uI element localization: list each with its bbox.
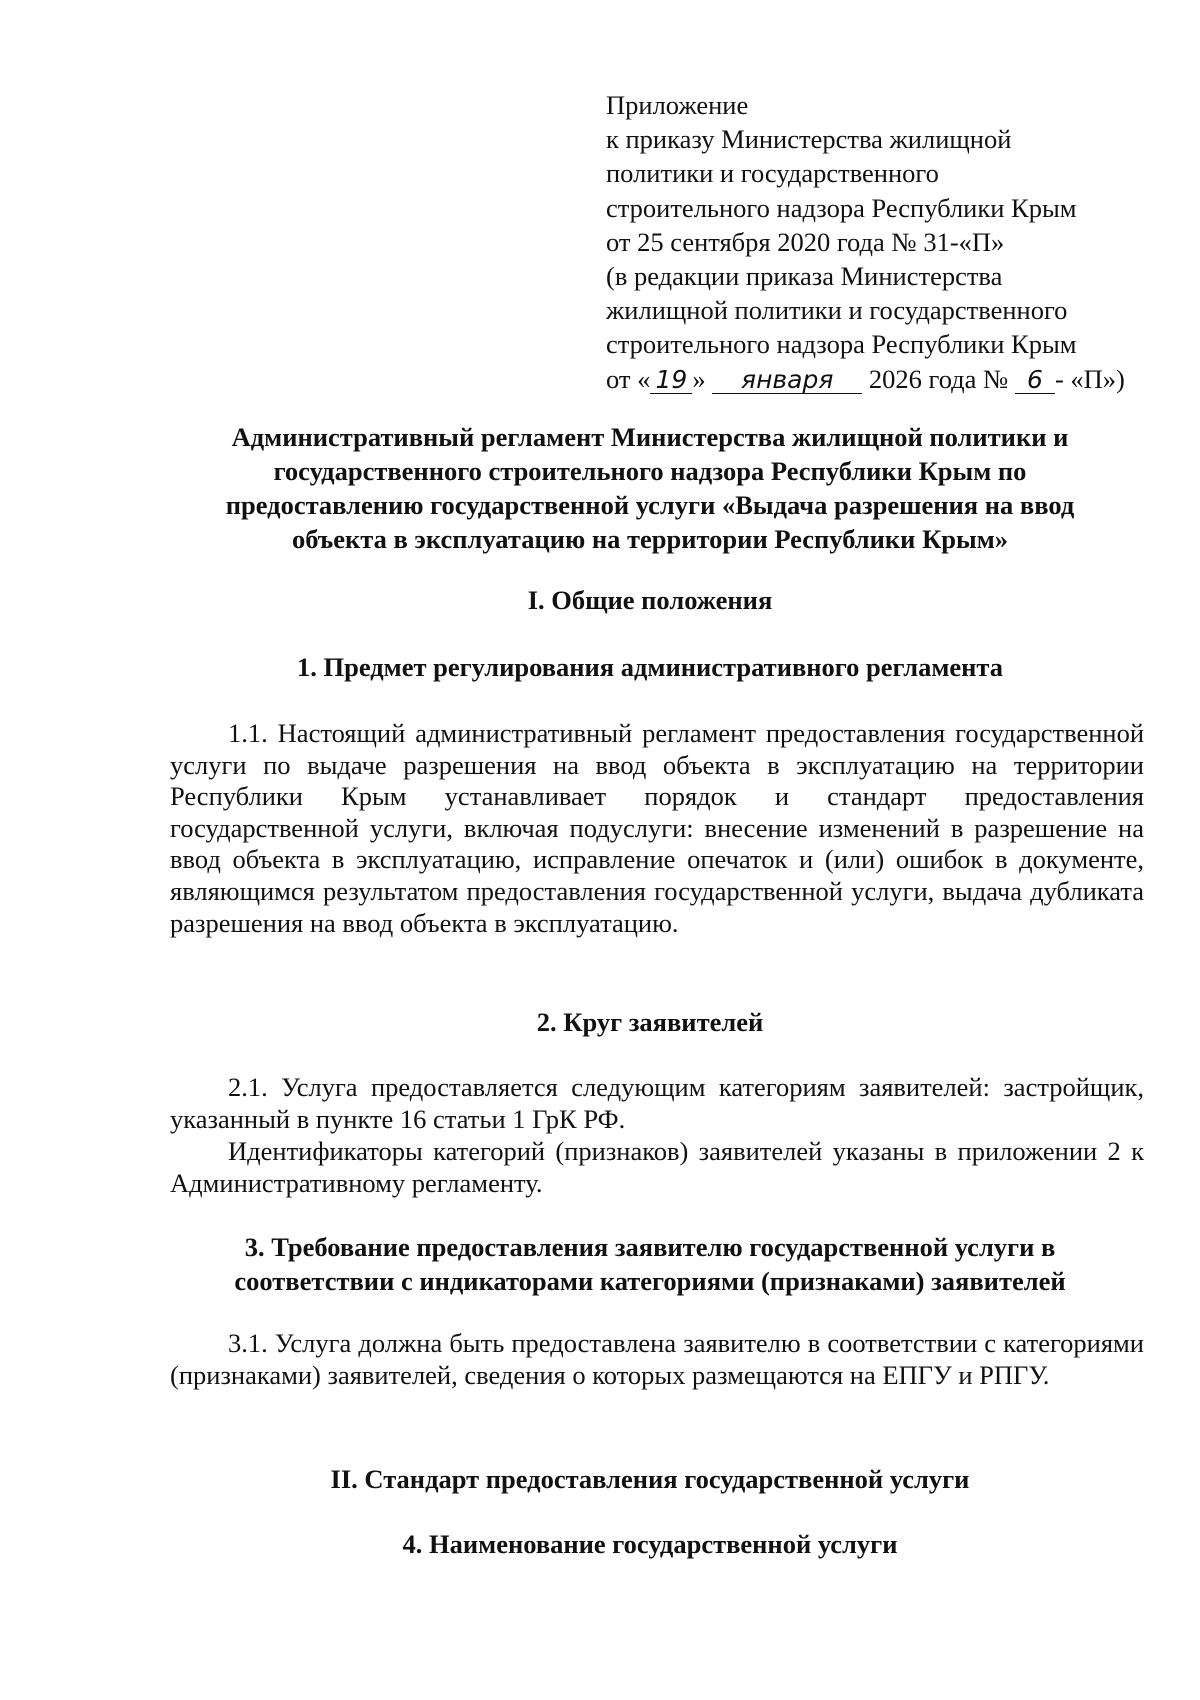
date-suffix: - «П»): [1054, 363, 1125, 394]
appendix-line: строительного надзора Республики Крым: [606, 192, 1077, 223]
handwritten-number: 6: [1015, 367, 1055, 394]
appendix-line: от 25 сентября 2020 года № 31-«П»: [606, 226, 1005, 257]
heading-requirement-line: 3. Требование предоставления заявителю государственной услуги в: [244, 1232, 1056, 1262]
handwritten-day: 19: [650, 367, 692, 394]
title-line: объекта в эксплуатацию на территории Республики Крым»: [291, 524, 1009, 554]
appendix-line: Приложение: [606, 90, 749, 120]
heading-subject-of-regulation: 1. Предмет регулирования административного регламента: [296, 652, 1004, 682]
title-line: Административный регламент Министерства жилищной политики и: [231, 422, 1069, 452]
title-line: предоставлению государственной услуги «Выдача разрешения на ввод: [225, 490, 1075, 520]
appendix-line: политики и государственного: [606, 158, 939, 189]
heading-requirement: [160, 1230, 1140, 1298]
appendix-line: строительного надзора Республики Крым: [606, 329, 1077, 360]
date-quote-close: »: [692, 363, 706, 394]
heading-service-name: 4. Наименование государственной услуги: [402, 1529, 898, 1559]
handwritten-month: января: [712, 367, 862, 394]
appendix-line: жилищной политики и государственного: [606, 295, 1068, 326]
date-year-text: 2026 года №: [868, 363, 1009, 394]
paragraph-identifiers: Идентификаторы категорий (признаков) заявителей указаны в приложении 2 к Административному регламенту.: [170, 1136, 1144, 1198]
heading-general-provisions: I. Общие положения: [527, 585, 773, 615]
appendix-block: [606, 88, 1146, 396]
title-line: государственного строительного надзора Республики Крым по: [273, 456, 1027, 486]
appendix-date-line: [606, 362, 1146, 396]
appendix-line: (в редакции приказа Министерства: [606, 261, 1003, 292]
appendix-line: к приказу Министерства жилищной: [606, 124, 1012, 155]
heading-requirement-line: соответствии с индикаторами категориями (признаками) заявителей: [234, 1266, 1066, 1296]
heading-circle-of-applicants: 2. Круг заявителей: [536, 1007, 764, 1037]
paragraph-3-1: 3.1. Услуга должна быть предоставлена заявителю в соответствии с категориями (признаками) заявителей, сведения о которых размещаются на ЕПГУ и РПГУ.: [170, 1328, 1144, 1390]
paragraph-2-1: 2.1. Услуга предоставляется следующим категориям заявителей: застройщик, указанный в пункте 16 статьи 1 ГрК РФ.: [170, 1072, 1144, 1134]
heading-service-standard: II. Стандарт предоставления государственной услуги: [330, 1464, 970, 1494]
paragraph-1-1: 1.1. Настоящий административный регламент предоставления государственной услуги по выдаче разрешения на ввод объекта в эксплуатацию на территории Республики Крым устанавливает порядок и стандарт предоставления государственной услуги, включая подуслуги: внесение изменений в разрешение на ввод объекта в эксплуатацию, исправление опечаток и (или) ошибок в документе, являющимся результатом предоставления государственной услуги, выдача дубликата разрешения на ввод объекта в эксплуатацию.: [170, 718, 1144, 938]
date-prefix: от «: [606, 363, 651, 394]
document-title: [160, 420, 1140, 556]
